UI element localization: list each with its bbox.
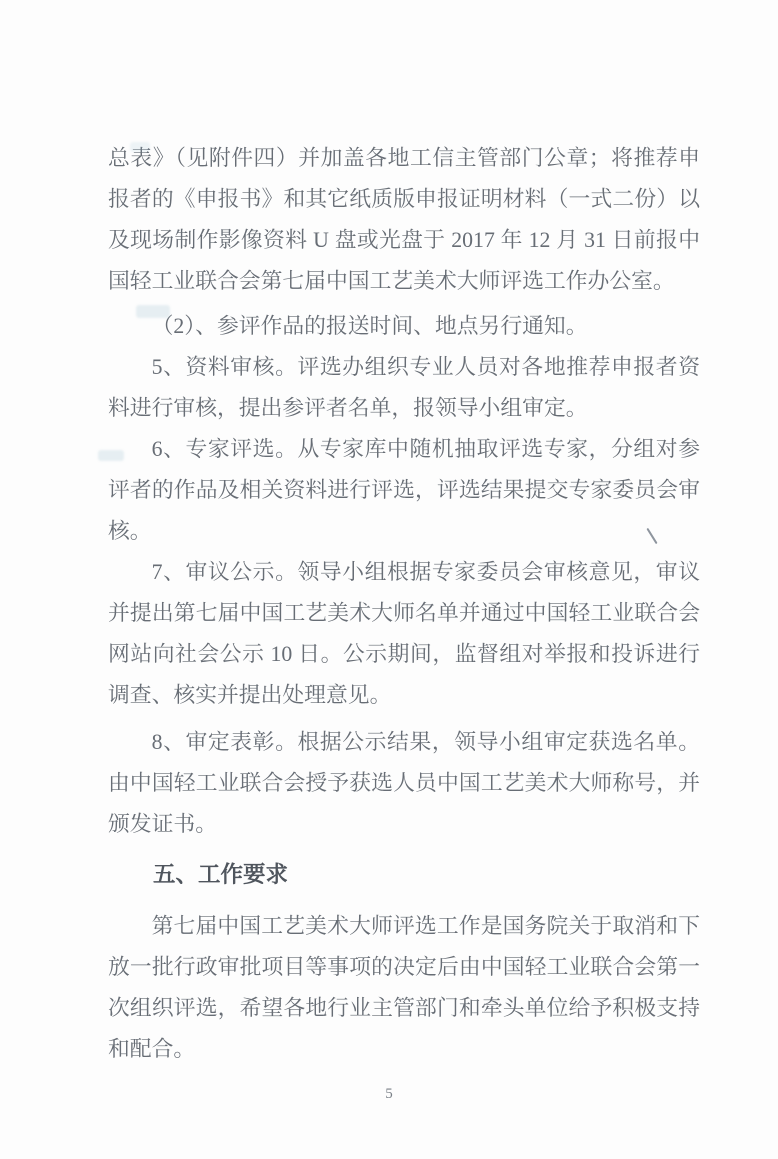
scan-bleed-artifact bbox=[98, 450, 124, 461]
paragraph-closing-requirements: 第七届中国工艺美术大师评选工作是国务院关于取消和下放一批行政审批项目等事项的决定后由中国轻工业联合会第一次组织评选，希望各地行业主管部门和牵头单位给予积极支持和配合。 bbox=[108, 914, 700, 1061]
document-body bbox=[108, 138, 700, 1070]
page-number: 5 bbox=[385, 1086, 393, 1102]
paragraph-step-7-public-notice: 7、审议公示。领导小组根据专家委员会审核意见，审议并提出第七届中国工艺美术大师名单并通过中国轻工业联合会网站向社会公示 10 日。公示期间，监督组对举报和投诉进行调查、核实并提出处理意见。 bbox=[108, 560, 700, 707]
paragraph-step-6-expert-selection: 6、专家评选。从专家库中随机抽取评选专家，分组对参评者的作品及相关资料进行评选，评选结果提交专家委员会审核。 bbox=[108, 437, 700, 543]
paragraph-step-8-commendation: 8、审定表彰。根据公示结果，领导小组审定获选名单。由中国轻工业联合会授予获选人员中国工艺美术大师称号，并颁发证书。 bbox=[108, 730, 700, 836]
paragraph-step-5-material-review: 5、资料审核。评选办组织专业人员对各地推荐申报者资料进行审核，提出参评者名单，报领导小组审定。 bbox=[108, 355, 700, 420]
paragraph-continuation-submission: 总表》（见附件四）并加盖各地工信主管部门公章；将推荐申报者的《申报书》和其它纸质版申报证明材料（一式二份）以及现场制作影像资料 U 盘或光盘于 2017 年 12 月 31 日前报中国轻工业联合会第七届中国工艺美术大师评选工作办公室。 bbox=[108, 146, 700, 293]
section-heading-work-requirements: 五、工作要求 bbox=[153, 862, 289, 887]
scan-bleed-artifact bbox=[130, 142, 150, 152]
scan-bleed-artifact bbox=[136, 305, 170, 318]
paragraph-item-2-works-delivery: （2）、参评作品的报送时间、地点另行通知。 bbox=[151, 314, 588, 338]
